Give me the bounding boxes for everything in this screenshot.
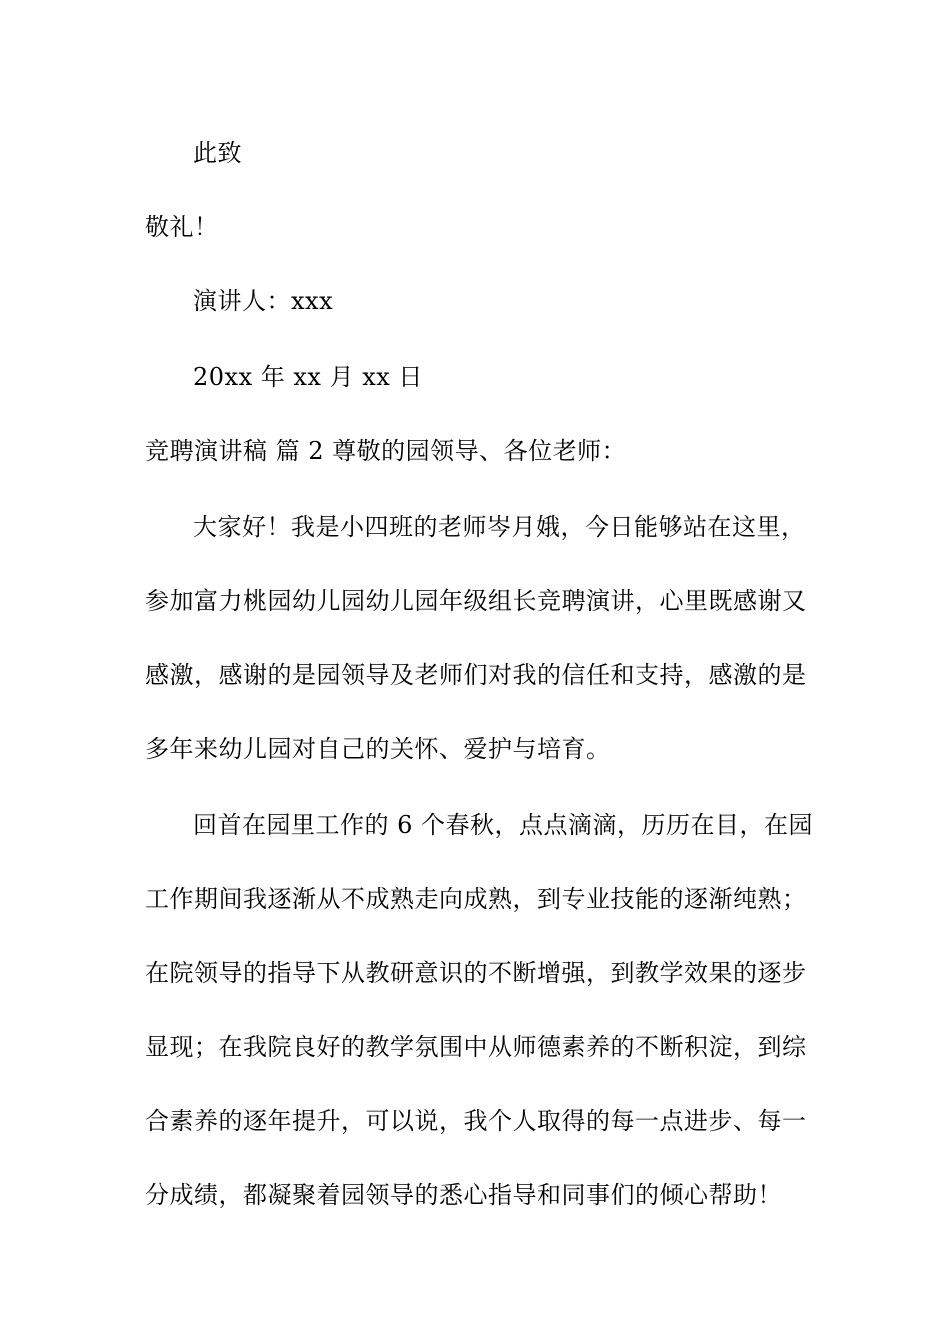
- closing-jing-li: 敬礼！: [145, 213, 219, 241]
- section-heading: 竞聘演讲稿 篇 2 尊敬的园领导、各位老师：: [145, 437, 627, 465]
- speaker-line: 演讲人：xxx: [193, 287, 334, 315]
- paragraph-2-line: 分成绩，都凝聚着园领导的悉心指导和同事们的倾心帮助！: [145, 1181, 782, 1209]
- paragraph-2-line: 回首在园里工作的 6 个春秋，点点滴滴，历历在目，在园: [193, 811, 814, 839]
- paragraph-2-line: 在院领导的指导下从教研意识的不断增强，到教学效果的逐步: [145, 959, 807, 987]
- date-line: 20xx 年 xx 月 xx 日: [193, 363, 423, 391]
- closing-ci-zhi: 此致: [193, 139, 242, 167]
- paragraph-1-line: 参加富力桃园幼儿园幼儿园年级组长竞聘演讲，心里既感谢又: [145, 587, 807, 615]
- paragraph-1-line: 感激，感谢的是园领导及老师们对我的信任和支持，感激的是: [145, 661, 807, 689]
- paragraph-2-line: 合素养的逐年提升，可以说，我个人取得的每一点进步、每一: [145, 1107, 807, 1135]
- paragraph-2-line: 显现；在我院良好的教学氛围中从师德素养的不断积淀，到综: [145, 1033, 807, 1061]
- paragraph-1-line: 多年来幼儿园对自己的关怀、爱护与培育。: [145, 735, 611, 763]
- paragraph-2-line: 工作期间我逐渐从不成熟走向成熟，到专业技能的逐渐纯熟；: [145, 885, 807, 913]
- paragraph-1-line: 大家好！我是小四班的老师岑月娥，今日能够站在这里，: [193, 513, 806, 541]
